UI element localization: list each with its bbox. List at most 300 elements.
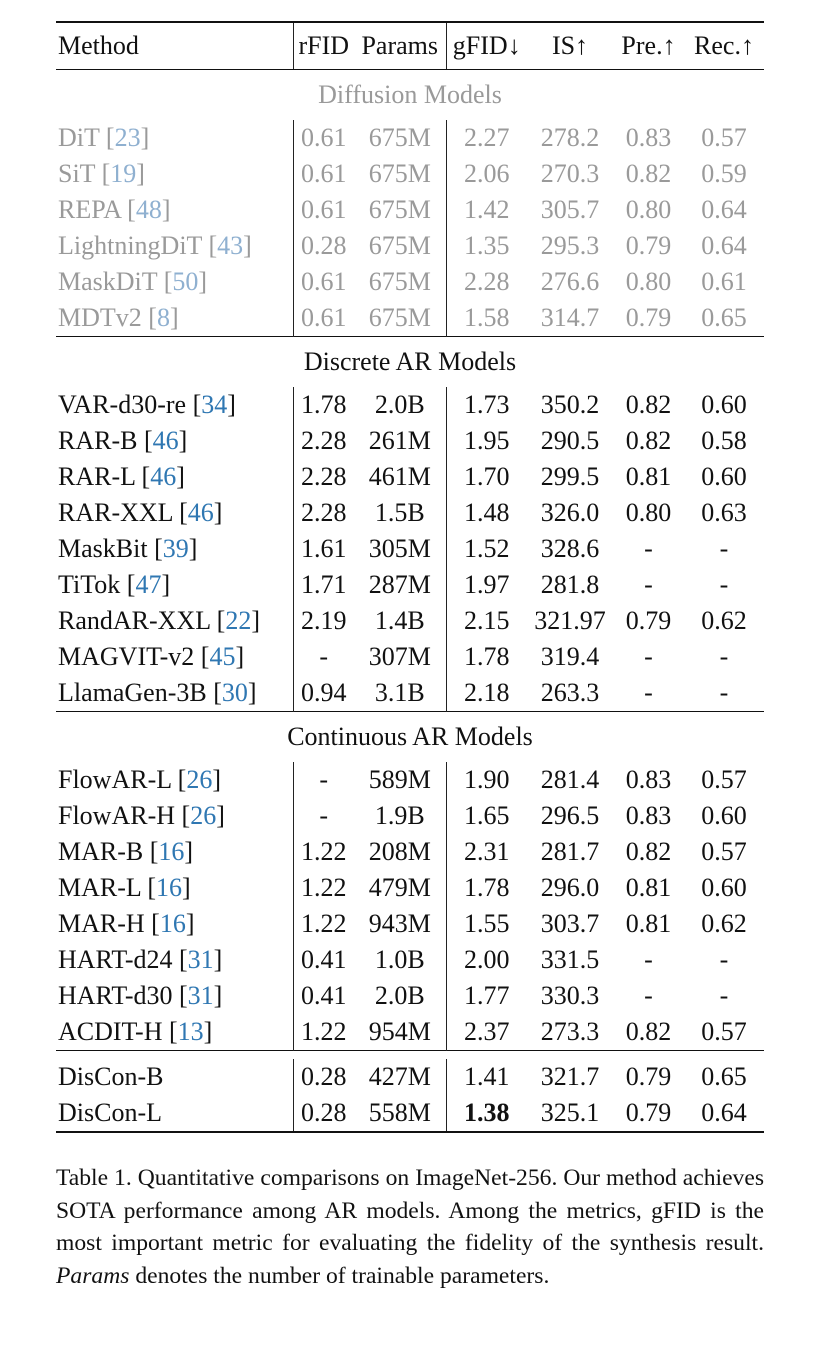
method-cell	[56, 978, 293, 1014]
rec-cell: 0.57	[701, 765, 747, 794]
method-name: LightningDiT	[58, 231, 202, 260]
pre-cell: 0.79	[625, 1062, 672, 1091]
rfid-cell: -	[293, 798, 354, 834]
pre-cell: 0.79	[625, 231, 672, 260]
pre-cell: -	[644, 534, 653, 563]
params-cell: 943M	[368, 909, 431, 938]
gfid-cell: 2.06	[446, 156, 527, 192]
params-cell: 3.1B	[374, 678, 425, 707]
gfid-cell: 1.95	[446, 423, 527, 459]
table-row	[56, 1014, 764, 1051]
citation-link[interactable]: 34	[201, 390, 228, 419]
rec-cell: 0.60	[701, 390, 747, 419]
citation-close: ]	[176, 462, 185, 491]
rec-cell: 0.60	[701, 801, 747, 830]
table-row	[56, 228, 764, 264]
rfid-cell: -	[293, 639, 354, 675]
citation-close: ]	[178, 426, 188, 455]
rfid-cell: 0.61	[293, 264, 354, 300]
rec-cell: 0.60	[701, 462, 747, 491]
rec-cell: 0.60	[701, 873, 747, 902]
rfid-cell: 1.22	[293, 1014, 354, 1051]
table-row	[56, 531, 764, 567]
gfid-cell: 2.00	[446, 942, 527, 978]
is-cell: 305.7	[540, 195, 600, 224]
rfid-cell: 1.22	[293, 834, 354, 870]
rec-cell: 0.62	[701, 606, 747, 635]
is-cell: 296.0	[540, 873, 600, 902]
rfid-cell: 1.22	[293, 906, 354, 942]
rec-cell: 0.61	[701, 267, 747, 296]
params-cell: 261M	[368, 426, 431, 455]
params-cell: 675M	[368, 231, 431, 260]
rec-cell: -	[719, 642, 729, 671]
citation-link[interactable]: 16	[159, 909, 186, 938]
method-cell	[56, 567, 293, 603]
rfid-cell: 0.28	[293, 1059, 354, 1095]
citation-link[interactable]: 31	[187, 945, 214, 974]
table-row	[56, 834, 764, 870]
header-pre: Pre.↑	[613, 22, 684, 70]
results-table	[56, 21, 764, 1133]
section-header-row	[56, 70, 764, 121]
pre-cell: 0.79	[625, 606, 672, 635]
header-rec: Rec.↑	[684, 22, 764, 70]
method-cell	[56, 906, 293, 942]
citation-close: ]	[185, 909, 195, 938]
citation-close: ]	[161, 195, 171, 224]
method-cell	[56, 639, 293, 675]
table-row	[56, 387, 764, 423]
pre-cell: 0.82	[625, 390, 672, 419]
pre-cell: 0.81	[625, 462, 672, 491]
citation-link[interactable]: 46	[150, 462, 177, 491]
pre-cell: 0.80	[625, 195, 672, 224]
is-cell: 281.8	[540, 570, 600, 599]
gfid-cell: 1.65	[446, 798, 527, 834]
method-cell	[56, 798, 293, 834]
rec-cell: 0.62	[701, 909, 747, 938]
is-cell: 295.3	[540, 231, 600, 260]
method-name: ACDIT-H	[58, 1017, 163, 1046]
citation-link[interactable]: 48	[135, 195, 162, 224]
citation-link[interactable]: 47	[135, 570, 162, 599]
pre-cell: 0.82	[625, 426, 672, 455]
is-cell: 314.7	[540, 303, 600, 332]
rfid-cell: -	[293, 762, 354, 798]
citation-link[interactable]: 39	[162, 534, 189, 563]
method-cell	[56, 228, 293, 264]
method-cell	[56, 1095, 293, 1132]
citation-link[interactable]: 23	[114, 123, 141, 152]
rec-cell: 0.65	[701, 1062, 747, 1091]
citation-open: [	[171, 765, 187, 794]
method-name: MAR-B	[58, 837, 144, 866]
table-row	[56, 423, 764, 459]
gfid-cell: 1.42	[446, 192, 527, 228]
method-cell	[56, 387, 293, 423]
is-cell: 331.5	[540, 945, 600, 974]
rec-cell: 0.64	[684, 1095, 764, 1132]
is-cell: 303.7	[540, 909, 600, 938]
gfid-cell: 1.35	[446, 228, 527, 264]
citation-open: [	[140, 873, 156, 902]
gfid-cell: 1.55	[446, 906, 527, 942]
method-cell	[56, 870, 293, 906]
gfid-cell: 1.58	[446, 300, 527, 337]
method-name: MDTv2	[58, 303, 142, 332]
method-cell	[56, 1059, 293, 1095]
citation-open: [	[135, 462, 151, 491]
caption-text-1: Quantitative comparisons on ImageNet-256. Our method achieves SOTA performance among AR models. Among the metrics, gFID is the most important metric for evaluating the fidelity of the synthesis result.	[56, 1165, 764, 1256]
rec-cell: 0.57	[701, 837, 747, 866]
citation-open: [	[172, 498, 188, 527]
pre-cell: 0.80	[625, 267, 672, 296]
header-rfid: rFID	[293, 22, 354, 70]
table-row	[56, 603, 764, 639]
method-cell	[56, 942, 293, 978]
is-cell: 330.3	[540, 981, 600, 1010]
header-method: Method	[56, 22, 293, 70]
pre-cell: -	[644, 570, 653, 599]
rec-cell: -	[719, 945, 729, 974]
rfid-cell: 0.61	[293, 300, 354, 337]
citation-close: ]	[251, 606, 260, 635]
params-cell: 1.4B	[374, 606, 425, 635]
citation-link[interactable]: 19	[110, 159, 137, 188]
is-cell: 270.3	[540, 159, 600, 188]
method-name: DiT	[58, 123, 100, 152]
params-cell: 307M	[368, 642, 431, 671]
citation-open: [	[95, 159, 111, 188]
gfid-cell: 2.27	[446, 120, 527, 156]
rfid-cell: 0.41	[293, 942, 354, 978]
method-name: RandAR-XXL	[58, 606, 211, 635]
citation-close: ]	[216, 801, 225, 830]
method-cell	[56, 264, 293, 300]
citation-link[interactable]: 46	[152, 426, 179, 455]
citation-close: ]	[161, 570, 171, 599]
rec-cell: -	[719, 981, 729, 1010]
gfid-cell: 1.70	[446, 459, 527, 495]
rfid-cell: 0.61	[293, 120, 354, 156]
section-header-row	[56, 337, 764, 388]
citation-open: [	[120, 570, 136, 599]
citation-open: [	[172, 981, 188, 1010]
rfid-cell: 0.41	[293, 978, 354, 1014]
citation-open: [	[186, 390, 202, 419]
section-header-row	[56, 712, 764, 763]
table-row	[56, 459, 764, 495]
citation-close: ]	[181, 873, 191, 902]
citation-link[interactable]: 8	[156, 303, 170, 332]
rfid-cell: 1.71	[293, 567, 354, 603]
citation-link[interactable]: 16	[158, 837, 185, 866]
params-cell: 675M	[368, 195, 431, 224]
pre-cell: 0.79	[613, 1095, 684, 1132]
rec-cell: -	[719, 678, 729, 707]
citation-link[interactable]: 22	[225, 606, 252, 635]
is-cell: 281.4	[540, 765, 600, 794]
citation-link[interactable]: 30	[221, 678, 248, 707]
rfid-cell: 1.61	[293, 531, 354, 567]
method-name: DisCon-L	[58, 1098, 162, 1127]
citation-close: ]	[198, 267, 208, 296]
gfid-cell: 2.37	[446, 1014, 527, 1051]
method-name: MaskBit	[58, 534, 148, 563]
table-row	[56, 567, 764, 603]
citation-link[interactable]: 16	[155, 873, 182, 902]
table-row	[56, 675, 764, 712]
is-cell: 273.3	[540, 1017, 600, 1046]
rfid-cell: 2.28	[293, 423, 354, 459]
rec-cell: -	[719, 570, 729, 599]
citation-close: ]	[184, 837, 194, 866]
is-cell: 299.5	[540, 462, 600, 491]
rec-cell: 0.64	[701, 231, 747, 260]
rec-cell: 0.65	[701, 303, 747, 332]
citation-close: ]	[235, 642, 245, 671]
citation-close: ]	[213, 945, 223, 974]
gfid-cell: 1.77	[446, 978, 527, 1014]
citation-open: [	[137, 426, 153, 455]
method-name: FlowAR-L	[58, 765, 172, 794]
gfid-cell: 1.90	[446, 762, 527, 798]
table-row	[56, 942, 764, 978]
citation-link[interactable]: 26	[186, 765, 213, 794]
params-cell: 2.0B	[374, 981, 425, 1010]
section-title: Discrete AR Models	[56, 337, 764, 388]
citation-open: [	[141, 303, 157, 332]
citation-close: ]	[136, 159, 145, 188]
citation-link[interactable]: 43	[217, 231, 244, 260]
is-cell: 296.5	[540, 801, 600, 830]
params-cell: 675M	[368, 303, 431, 332]
rfid-cell: 2.28	[293, 495, 354, 531]
citation-open: [	[201, 231, 218, 260]
section-divider-row	[56, 1051, 764, 1060]
gfid-cell: 1.78	[446, 639, 527, 675]
method-cell	[56, 675, 293, 712]
method-name: MAR-H	[58, 909, 145, 938]
citation-close: ]	[212, 765, 221, 794]
section-divider	[56, 1051, 764, 1060]
method-name: HART-d30	[58, 981, 173, 1010]
is-cell: 278.2	[540, 123, 600, 152]
params-cell: 1.5B	[374, 498, 425, 527]
pre-cell: -	[644, 642, 653, 671]
citation-close: ]	[247, 678, 257, 707]
method-name: RAR-XXL	[58, 498, 173, 527]
gfid-cell: 2.28	[446, 264, 527, 300]
method-cell	[56, 1014, 293, 1051]
params-cell: 461M	[368, 462, 431, 491]
method-name: VAR-d30-re	[58, 390, 187, 419]
params-cell: 675M	[368, 159, 431, 188]
caption-text-2: denotes the number of trainable parameters.	[135, 1262, 550, 1289]
params-cell: 427M	[368, 1062, 431, 1091]
gfid-cell: 1.73	[446, 387, 527, 423]
section-title: Continuous AR Models	[56, 712, 764, 763]
method-cell	[56, 762, 293, 798]
pre-cell: 0.81	[625, 909, 672, 938]
is-cell: 328.6	[540, 534, 600, 563]
rec-cell: -	[719, 534, 729, 563]
pre-cell: 0.82	[625, 837, 672, 866]
gfid-cell: 2.31	[446, 834, 527, 870]
method-name: REPA	[58, 195, 121, 224]
method-cell	[56, 834, 293, 870]
method-name: RAR-L	[58, 462, 136, 491]
citation-open: [	[143, 837, 159, 866]
is-cell: 263.3	[540, 678, 600, 707]
pre-cell: 0.81	[625, 873, 672, 902]
pre-cell: 0.82	[625, 1017, 672, 1046]
caption-label: Table 1.	[56, 1165, 132, 1191]
table-row	[56, 870, 764, 906]
citation-close: ]	[169, 303, 179, 332]
method-name: LlamaGen-3B	[58, 678, 207, 707]
table-row	[56, 192, 764, 228]
pre-cell: 0.83	[625, 765, 672, 794]
caption-italic: Params	[56, 1262, 130, 1289]
citation-open: [	[206, 678, 222, 707]
method-cell	[56, 495, 293, 531]
citation-open: [	[210, 606, 226, 635]
params-cell: 675M	[368, 123, 431, 152]
gfid-cell: 1.52	[446, 531, 527, 567]
table-body	[56, 70, 764, 1133]
rfid-cell: 0.28	[293, 1095, 354, 1132]
is-cell: 325.1	[527, 1095, 613, 1132]
rfid-cell: 1.78	[293, 387, 354, 423]
method-name: DisCon-B	[58, 1062, 164, 1091]
pre-cell: -	[644, 981, 653, 1010]
params-cell: 2.0B	[374, 390, 425, 419]
method-name: TiTok	[58, 570, 121, 599]
citation-link[interactable]: 46	[187, 498, 214, 527]
params-cell: 1.9B	[374, 801, 425, 830]
method-name: MaskDiT	[58, 267, 158, 296]
method-cell	[56, 603, 293, 639]
is-cell: 319.4	[540, 642, 600, 671]
method-cell	[56, 156, 293, 192]
rfid-cell: 2.19	[293, 603, 354, 639]
citation-link[interactable]: 13	[177, 1017, 204, 1046]
gfid-cell: 1.38	[446, 1095, 527, 1132]
gfid-cell: 1.78	[446, 870, 527, 906]
params-cell: 675M	[368, 267, 431, 296]
header-row	[56, 22, 764, 70]
citation-open: [	[162, 1017, 178, 1046]
citation-link[interactable]: 26	[190, 801, 217, 830]
header-params: Params	[354, 22, 446, 70]
is-cell: 276.6	[540, 267, 600, 296]
citation-link[interactable]: 50	[172, 267, 199, 296]
pre-cell: 0.82	[625, 159, 672, 188]
params-cell: 1.0B	[374, 945, 425, 974]
citation-open: [	[175, 801, 191, 830]
method-name: MAGVIT-v2	[58, 642, 195, 671]
table-row	[56, 300, 764, 337]
params-cell: 558M	[354, 1095, 446, 1132]
method-cell	[56, 120, 293, 156]
is-cell: 321.97	[534, 606, 606, 635]
rfid-cell: 0.28	[293, 228, 354, 264]
method-name: RAR-B	[58, 426, 138, 455]
method-cell	[56, 459, 293, 495]
pre-cell: -	[644, 945, 653, 974]
rfid-cell: 1.22	[293, 870, 354, 906]
method-cell	[56, 423, 293, 459]
params-cell: 287M	[368, 570, 431, 599]
gfid-cell: 1.41	[446, 1059, 527, 1095]
is-cell: 321.7	[540, 1062, 600, 1091]
pre-cell: -	[644, 678, 653, 707]
citation-link[interactable]: 45	[209, 642, 236, 671]
citation-open: [	[147, 534, 163, 563]
method-cell	[56, 531, 293, 567]
rec-cell: 0.57	[701, 1017, 747, 1046]
table-row	[56, 978, 764, 1014]
pre-cell: 0.83	[625, 801, 672, 830]
citation-open: [	[172, 945, 188, 974]
results-table-container	[56, 21, 764, 1133]
gfid-cell: 2.15	[446, 603, 527, 639]
params-cell: 954M	[368, 1017, 431, 1046]
pre-cell: 0.83	[625, 123, 672, 152]
citation-close: ]	[243, 231, 252, 260]
table-row	[56, 762, 764, 798]
params-cell: 208M	[368, 837, 431, 866]
params-cell: 305M	[368, 534, 431, 563]
citation-close: ]	[213, 981, 223, 1010]
is-cell: 281.7	[540, 837, 600, 866]
method-name: FlowAR-H	[58, 801, 176, 830]
table-row	[56, 1095, 764, 1132]
header-gfid: gFID↓	[446, 22, 527, 70]
table-row	[56, 495, 764, 531]
rec-cell: 0.57	[701, 123, 747, 152]
params-cell: 479M	[368, 873, 431, 902]
pre-cell: 0.80	[625, 498, 672, 527]
citation-open: [	[144, 909, 160, 938]
is-cell: 290.5	[540, 426, 600, 455]
rec-cell: 0.58	[701, 426, 747, 455]
table-row	[56, 639, 764, 675]
method-name: HART-d24	[58, 945, 173, 974]
citation-open: [	[194, 642, 210, 671]
citation-open: [	[157, 267, 173, 296]
section-title: Diffusion Models	[318, 80, 502, 109]
rfid-cell: 0.61	[293, 156, 354, 192]
citation-open: [	[120, 195, 136, 224]
gfid-cell: 1.48	[446, 495, 527, 531]
method-name: MAR-L	[58, 873, 141, 902]
method-cell	[56, 192, 293, 228]
table-row	[56, 1059, 764, 1095]
is-cell: 350.2	[540, 390, 600, 419]
table-row	[56, 906, 764, 942]
pre-cell: 0.79	[625, 303, 672, 332]
table-row	[56, 120, 764, 156]
citation-link[interactable]: 31	[187, 981, 214, 1010]
params-cell: 589M	[368, 765, 431, 794]
rec-cell: 0.63	[701, 498, 747, 527]
table-caption	[56, 1162, 764, 1292]
rfid-cell: 0.94	[293, 675, 354, 712]
method-cell	[56, 300, 293, 337]
